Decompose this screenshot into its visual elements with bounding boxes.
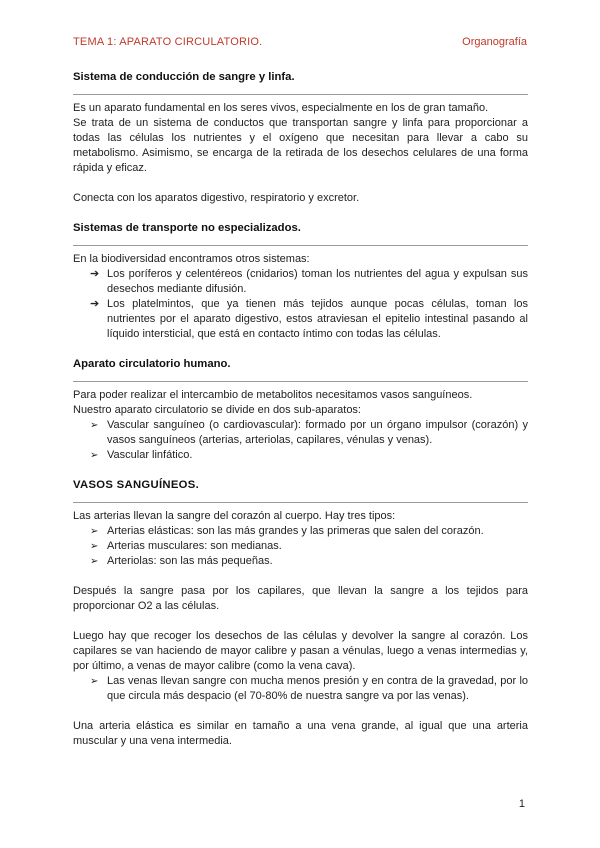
list-item: ➢ Las venas llevan sangre con mucha menos presión y en contra de la gravedad, por lo que circula más despacio (el 70-80% de nuestra sangre va por las venas). bbox=[90, 675, 528, 702]
section-divider bbox=[73, 94, 528, 95]
paragraph: Las arterias llevan la sangre del corazón al cuerpo. Hay tres tipos: bbox=[73, 510, 396, 522]
paragraph: Después la sangre pasa por los capilares, que llevan la sangre a los tejidos para proporcionar O2 a las células. bbox=[73, 585, 528, 612]
list-item: ➢ Vascular linfático. bbox=[90, 449, 193, 461]
section-vasos-sanguineos bbox=[73, 478, 528, 749]
section-no-especializados bbox=[73, 221, 528, 342]
header-subject: Organografía bbox=[462, 36, 527, 48]
triangle-bullet-icon: ➢ bbox=[90, 676, 99, 687]
paragraph: Nuestro aparato circulatorio se divide en dos sub-aparatos: bbox=[73, 404, 361, 416]
section-divider bbox=[73, 381, 528, 382]
bullet-list bbox=[73, 674, 528, 704]
bullet-list bbox=[73, 267, 528, 342]
section-title: Aparato circulatorio humano. bbox=[73, 358, 231, 370]
header-topic: TEMA 1: APARATO CIRCULATORIO. bbox=[73, 36, 263, 48]
list-item: ➔ Los platelmintos, que ya tienen más tejidos aunque pocas células, toman los nutrientes por el aparato digestivo, estos atraviesan el epitelio intestinal pasando al líquido intersticial, que está en contacto íntimo con todas las células. bbox=[90, 298, 528, 340]
paragraph: Es un aparato fundamental en los seres vivos, especialmente en los de gran tamaño. bbox=[73, 102, 489, 114]
bullet-list bbox=[73, 524, 528, 569]
list-item: ➢ Arteriolas: son las más pequeñas. bbox=[90, 555, 273, 567]
paragraph: Una arteria elástica es similar en tamaño a una vena grande, al igual que una arteria muscular y una vena intermedia. bbox=[73, 720, 528, 747]
paragraph: En la biodiversidad encontramos otros sistemas: bbox=[73, 253, 310, 265]
list-item: ➢ Vascular sanguíneo (o cardiovascular): formado por un órgano impulsor (corazón) y vasos sanguíneos (arterias, arteriolas, capilares, vénulas y venas). bbox=[90, 419, 528, 446]
section-title: Sistemas de transporte no especializados. bbox=[73, 222, 301, 234]
section-divider bbox=[73, 245, 528, 246]
triangle-bullet-icon: ➢ bbox=[90, 450, 99, 461]
section-divider bbox=[73, 502, 528, 503]
section-title: Sistema de conducción de sangre y linfa. bbox=[73, 71, 295, 83]
list-item: ➢ Arterias elásticas: son las más grandes y las primeras que salen del corazón. bbox=[90, 525, 484, 537]
page-number: 1 bbox=[518, 798, 525, 810]
triangle-bullet-icon: ➢ bbox=[90, 420, 99, 431]
triangle-bullet-icon: ➢ bbox=[90, 526, 99, 537]
section-conduccion bbox=[73, 70, 528, 206]
triangle-bullet-icon: ➢ bbox=[90, 556, 99, 567]
list-item: ➔ Los poríferos y celentéreos (cnidarios) toman los nutrientes del agua y expulsan sus desechos mediante difusión. bbox=[90, 268, 528, 295]
arrow-bullet-icon: ➔ bbox=[90, 298, 100, 310]
arrow-bullet-icon: ➔ bbox=[90, 268, 100, 280]
document-body bbox=[73, 70, 528, 749]
page-header bbox=[73, 36, 527, 52]
paragraph: Para poder realizar el intercambio de metabolitos necesitamos vasos sanguíneos. bbox=[73, 389, 473, 401]
paragraph: Conecta con los aparatos digestivo, respiratorio y excretor. bbox=[73, 192, 360, 204]
paragraph: Luego hay que recoger los desechos de las células y devolver la sangre al corazón. Los capilares se van haciendo de mayor calibre y pasan a vénulas, luego a venas intermedias y, por último, a venas de mayor calibre (como la vena cava). bbox=[73, 630, 528, 672]
paragraph: Se trata de un sistema de conductos que transportan sangre y linfa para proporcionar a todas las células los nutrientes y el oxígeno que necesitan para llevar a cabo su metabolismo. Asimismo, se encarga de la retirada de los desechos celulares de una forma rápida y eficaz. bbox=[73, 117, 528, 174]
triangle-bullet-icon: ➢ bbox=[90, 541, 99, 552]
bullet-list bbox=[73, 418, 528, 463]
section-circulatorio-humano bbox=[73, 357, 528, 463]
section-title: VASOS SANGUÍNEOS. bbox=[73, 479, 200, 491]
list-item: ➢ Arterias musculares: son medianas. bbox=[90, 540, 282, 552]
